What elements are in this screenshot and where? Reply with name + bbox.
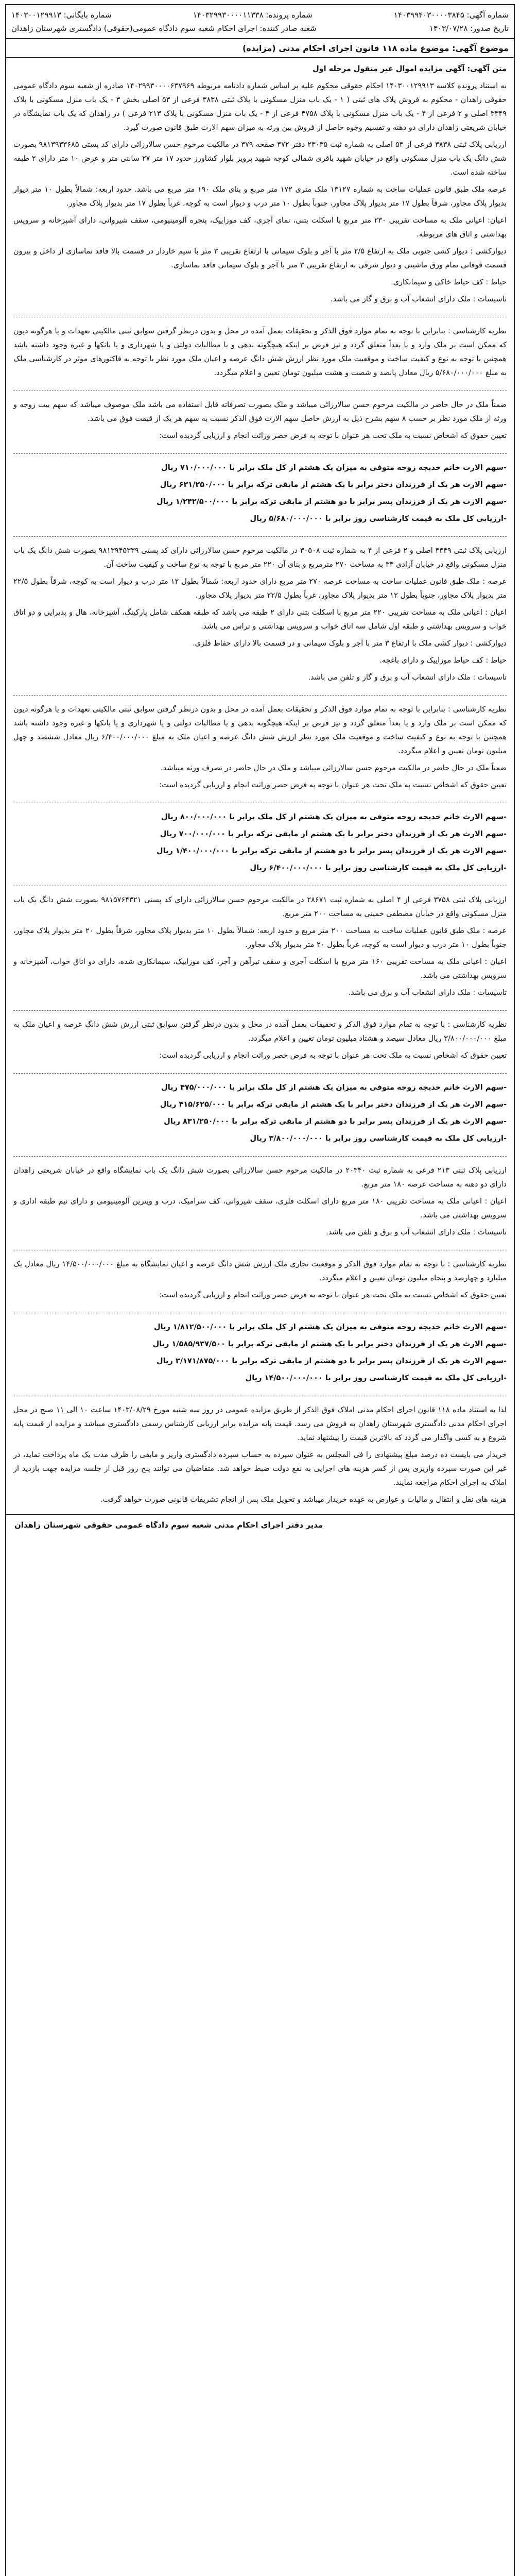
paragraph: تعیین حقوق که اشخاص نسبت به ملک تحت هر عنوان با توجه به فرض حصر وراثت انجام و ارزیابی گردیده است: — [159, 1052, 507, 1060]
paragraph: اعیان : اعیانی ملک به مساحت تقریبی ۱۸۰ متر مربع دارای اسکلت فلزی، سقف شیروانی، کف سرامیک، درب و ویترین آلومینیومی و دارای نیم طبقه اداری و سرویس بهداشتی می باشد. — [13, 1197, 507, 1219]
paragraph: اعیان: اعیانی ملک به مساحت تقریبی ۲۳۰ متر مربع با اسکلت بتنی، نمای آجری، کف موزاییک، پنجره آلومینیومی، سقف شیروانی، دارای آشپزخانه و سرویس بهداشتی و اتاق های مربوطه. — [13, 216, 507, 239]
issue-date: تاریخ صدور: ۱۴۰۳/۰۷/۲۸ — [429, 24, 509, 33]
paragraph: ضمناً ملک در حال حاضر در مالکیت مرحوم حسن سالارزائی میباشد و ملک در حال حاضر در تصرف ورثه میباشد. — [160, 764, 507, 772]
section-s7 — [6, 806, 514, 883]
paragraph: تاسیسات : ملک دارای انشعاب آب و برق و گاز می باشد. — [330, 295, 507, 303]
case-number: شماره پرونده: ۱۴۰۳۲۹۹۳۰۰۰۰۱۱۳۳۸ — [193, 10, 313, 20]
paragraph: تعیین حقوق که اشخاص نسبت به ملک تحت هر عنوان با توجه به فرض حصر وراثت انجام و ارزیابی گردیده است: — [159, 1291, 507, 1299]
divider — [13, 1156, 507, 1157]
valuation-line: -سهم الارث خانم خدیجه زوجه متوفی به میزان یک هشتم از کل ملک برابر با ۸۰۰/۰۰۰/۰۰۰ ریال — [161, 813, 507, 821]
issuing-branch: شعبه صادر کننده: اجرای احکام شعبه سوم دادگاه عمومی(حقوقی) دادگستری شهرستان زاهدان — [11, 24, 317, 33]
notice-body — [6, 58, 514, 1514]
section-s6 — [6, 699, 514, 800]
paragraph: هزینه های نقل و انتقال و مالیات و عوارض به عهده خریدار میباشد و تحویل ملک پس از انجام تشریفات قانونی صورت خواهد گرفت. — [100, 1496, 507, 1504]
valuation-line: -ارزیابی کل ملک به قیمت کارشناسی روز برابر با ۳/۸۰۰/۰۰۰/۰۰۰ ریال — [250, 1134, 507, 1143]
paragraph: نظریه کارشناسی : با توجه به تمام موارد فوق الذکر و موقعیت تجاری ملک ارزش شش دانگ عرصه و اعیان نمایشگاه به مبلغ ۱۴/۵۰۰/۰۰۰/۰۰۰ ریال معادل یک میلیارد و چهارصد و پنجاه میلیون تومان تعیین و اعلام میگردد. — [13, 1260, 507, 1282]
section-s2 — [6, 320, 514, 387]
paragraph: عرصه : ملک طبق قانون عملیات ساخت به مساحت عرصه ۲۷۰ متر مربع دارای حدود اربعه: شمالاً بطول ۱۲ متر درب و دیوار است به کوچه، شرقاً بطول ۲۲/۵ متر بدیوار پلاک مجاور، جنوباً بطول ۱۲ متر بدیوار پلاک مجاور، غرباً بطول ۲۲/۵ متر بدیوار پلاک مجاور. — [13, 578, 507, 600]
valuation-line: -ارزیابی کل ملک به قیمت کارشناسی روز برابر با ۶/۴۰۰/۰۰۰/۰۰۰ ریال — [250, 864, 507, 872]
notice-header — [6, 5, 514, 39]
section-s1 — [6, 58, 514, 314]
paragraph: ارزیابی پلاک ثبتی ۳۸۳۸ فرعی از ۵۳ اصلی به شماره ثبت ۲۳۰۳۵ دفتر ۳۷۲ صفحه ۳۷۹ در مالکیت مرحوم حسن سالارزائی دارای کد پستی ۹۸۱۳۹۳۳۶۸۵ بصورت شش دانگ یک باب منزل مسکونی واقع در خیابان شهید باقری شمالی کوچه شهید پرویز بلوار کشاورز حدود ۱۷ متر ۲۷ سانتی متر و عرض ۱۰ متر دارای ۲ طبقه ساخته شده است. — [13, 141, 507, 177]
valuation-line: -ارزیابی کل ملک به قیمت کارشناسی روز برابر با ۱۴/۵۰۰/۰۰۰/۰۰۰ ریال — [245, 1374, 507, 1382]
valuation-line: -سهم الارث هر یک از فرزندان پسر برابر با دو هشتم از مابقی ترکه برابر با ۱/۴۰۰/۰۰۰/۰۰۰ ریال — [157, 847, 507, 855]
section-s12 — [6, 1253, 514, 1310]
valuation-line: -سهم الارث هر یک از فرزندان دختر برابر با یک هشتم از مابقی ترکه برابر با ۶۲۱/۲۵۰/۰۰۰ ریال — [160, 481, 507, 489]
divider — [13, 453, 507, 454]
paragraph: اعیان : اعیانی ملک به مساحت تقریبی ۲۲۰ متر مربع با اسکلت بتنی دارای ۲ طبقه می باشد که طبقه همکف شامل پارکینگ، آشپزخانه، هال و پذیرایی و دو اتاق خواب و سرویس بهداشتی و طبقه اول شامل سه اتاق خواب و سرویس بهداشتی و تراس می باشد. — [13, 608, 507, 631]
section-s8 — [6, 889, 514, 1007]
paragraph: عرصه : ملک طبق قانون عملیات ساخت به مساحت ۲۰۰ متر مربع و حدود اربعه: شمالاً بطول ۱۰ متر بدیوار پلاک مجاور، شرقاً بطول ۲۰ متر بدیوار پلاک مجاور، جنوباً بطول ۱۰ متر درب و دیوار است به کوچه، غرباً بطول ۲۰ متر بدیوار پلاک مجاور. — [13, 927, 507, 949]
paragraph: نظریه کارشناسی : با توجه به تمام موارد فوق الذکر و تحقیقات بعمل آمده در محل و بدون درنظر گرفتن سوابق ثبتی ارزش شش دانگ عرصه و اعیان ملک به مبلغ ۳/۸۰۰/۰۰۰/۰۰۰ ریال معادل سیصد و هشتاد میلیون تومان تعیین و اعلام میگردد. — [13, 1021, 507, 1043]
valuation-line: -سهم الارث خانم خدیجه زوجه متوفی به میزان یک هشتم از کل ملک برابر با ۱/۸۱۲/۵۰۰/۰۰۰ ریال — [154, 1323, 507, 1331]
paragraph: به استناد پرونده کلاسه ۱۴۰۳۰۰۱۲۹۹۱۳ احکام حقوقی محکوم علیه بر اساس شماره دادنامه مربوطه ۱۴۰۲۹۹۳۰۰۰۰۶۳۷۹۶۹ صادره از شعبه سوم دادگاه عمومی حقوقی زاهدان - محکوم به فروش پلاک های ثبتی ( ۱ - یک باب منزل مسکونی با پلاک ثبتی ۳۸۳۸ فرعی از ۵۳ اصلی بخش ۳ - یک باب منزل مسکونی با پلاک ۳۳۴۹ اصلی و ۲ فرعی از ۴ - یک باب منزل مسکونی با پلاک ۳۷۵۸ فرعی از ۴ - یک باب منزل مسکونی با پلاک ۲۱۳ فرعی ) در زاهدان که یک باب نمایشگاه در خیابان شریعتی زاهدان دارای دو دهنه و تقسیم وجوه حاصل از فروش بین ورثه به میزان سهم الارث طبق قانون صورت گیرد. — [13, 82, 507, 132]
paragraph: تاسیسات : ملک دارای انشعاب آب و برق و گاز و تلفن می باشد. — [308, 673, 507, 682]
notice-subject: موضوع آگهی: موضوع ماده ۱۱۸ قانون اجرای احکام مدنی (مزایده) — [6, 39, 514, 58]
paragraph: تاسیسات : ملک دارای انشعاب آب و برق و تلفن می باشد. — [326, 1228, 507, 1236]
paragraph: عرصه ملک طبق قانون عملیات ساخت به شماره ۱۳۱۲۷ ملک متری ۱۷۲ متر مربع و بنای ملک ۱۹۰ متر مربع می باشد. حدود اربعه: شمالاً بطول ۱۰ متر دیوار بدیوار پلاک مجاور، شرقاً بطول ۱۷ متر بدیوار پلاک مجاور، جنوباً بطول ۱۰ متر درب و دیوار است به کوچه، غرباً بطول ۱۷ متر بدیوار پلاک مجاور. — [13, 185, 507, 208]
section-s4 — [6, 457, 514, 533]
valuation-line: -سهم الارث هر یک از فرزندان پسر برابر با دو هشتم از مابقی ترکه برابر با ۱/۲۴۲/۵۰۰/۰۰۰ ریال — [157, 498, 507, 506]
divider — [13, 695, 507, 696]
valuation-line: -سهم الارث خانم خدیجه زوجه متوفی به میزان یک هشتم از کل ملک برابر با ۴۷۵/۰۰۰/۰۰۰ ریال — [161, 1083, 507, 1092]
section-heading: متن آگهی: آگهی مزایده اموال غیر منقول مرحله اول — [313, 65, 507, 73]
paragraph: ارزیابی پلاک ثبتی ۳۷۵۸ فرعی از ۴ اصلی به شماره ثبت ۲۸۶۷۱ در مالکیت مرحوم حسن سالارزائی دارای کد پستی ۹۸۱۵۷۶۴۳۲۱ بصورت شش دانگ یک باب منزل مسکونی واقع در خیابان مصطفی خمینی به مساحت ۲۰۰ متر مربع. — [13, 896, 507, 918]
paragraph: تعیین حقوق که اشخاص نسبت به ملک تحت هر عنوان با توجه به فرض حصر وراثت انجام و ارزیابی گردیده است: — [159, 432, 507, 440]
paragraph: نظریه کارشناسی : بنابراین با توجه به تمام موارد فوق الذکر و تحقیقات بعمل آمده در محل و بدون درنظر گرفتن سوابق ثبتی مالکیتی تعهدات و یا هرگونه دیون که ممکن است بر ملک وارد و یا بعداً متعلق گردد و نیز فرض بر اینکه هیچگونه بدهی و یا مطالبات دولتی و یا شهرداری و یا بانکها و غیره وجود داشته باشد همچنین با توجه به نوع و کیفیت ساخت و موقعیت ملک مورد نظر ارزش شش دانگ عرصه و اعیان ملک مورد نظر با توجه به فاکتورهای موثر در کارشناسی ملک به مبلغ ۵/۶۸۰/۰۰۰/۰۰۰ ریال معادل پانصد و شصت و هشت میلیون تومان تعیین و اعلام میگردد. — [13, 327, 507, 377]
paragraph: ضمناً ملک در حال حاضر در مالکیت مرحوم حسن سالارزائی میباشد و ملک بصورت تصرفاته قابل استفاده می باشد ملک موصوف میباشد که سهم بیت زوجه و ورثه از ملک مورد نظر بر حسب ۸ سهم بشرح ذیل به ارزش حاصل سهم الارث فوق الذکر نسبت به سهم هر یک از قیمت فوق می باشد. — [13, 401, 507, 423]
paragraph: لذا به استناد ماده ۱۱۸ قانون اجرای احکام مدنی املاک فوق الذکر از طریق مزایده عمومی در روز سه شنبه مورخ ۱۴۰۳/۰۸/۲۹ ساعت ۱۰ الی ۱۱ صبح در محل اجرای احکام مدنی دادگستری شهرستان زاهدان به فروش می رسد. قیمت پایه مزایده برابر ارزیابی کارشناس رسمی دادگستری میباشد و مزایده از قیمت پایه شروع و به کسی واگذار می گردد که بالاترین قیمت را پیشنهاد نماید. — [13, 1406, 507, 1442]
section-s9 — [6, 1014, 514, 1070]
valuation-line: -سهم الارث خانم خدیجه زوجه متوفی به میزان یک هشتم از کل ملک برابر با ۷۱۰/۰۰۰/۰۰۰ ریال — [161, 464, 507, 472]
paragraph: ارزیابی پلاک ثبتی ۲۱۳ فرعی به شماره ثبت ۲۰۳۴۰ در مالکیت مرحوم حسن سالارزائی بصورت شش دانگ یک باب نمایشگاه واقع در خیابان شریعتی زاهدان دارای دو دهنه به مساحت عرصه ۱۸۰ متر مربع. — [13, 1166, 507, 1189]
notice-number: شماره آگهی: ۱۴۰۳۹۹۴۰۳۰۰۰۰۳۸۴۵ — [393, 10, 509, 20]
section-s11 — [6, 1160, 514, 1247]
section-s14 — [6, 1399, 514, 1514]
divider — [13, 1010, 507, 1011]
divider — [13, 536, 507, 537]
paragraph: خریدار می بایست ده درصد مبلغ پیشنهادی را فی المجلس به عنوان سپرده به حساب سپرده دادگستری واریز و مابقی را ظرف مدت یک ماه پرداخت نماید، در غیر این صورت سپرده واریزی پس از کسر هزینه های اجرایی به نفع دولت ضبط خواهد شد. متقاضیان می توانند پنج روز قبل از جلسه مزایده جهت بازدید از املاک به اجرای احکام مراجعه نمایند. — [13, 1451, 507, 1487]
valuation-line: -ارزیابی کل ملک به قیمت کارشناسی روز برابر با ۵/۶۸۰/۰۰۰/۰۰۰ ریال — [250, 515, 507, 523]
paragraph: تاسیسات : ملک دارای انشعاب آب و برق می باشد. — [348, 989, 507, 997]
paragraph: دیوارکشی : دیوار کشی ملک با ارتفاع ۳ متر با آجر و بلوک سیمانی و در قسمت بالا دارای حفاظ فلزی. — [193, 639, 507, 648]
notice-page — [5, 4, 515, 2576]
paragraph: دیوارکشی : دیوار کشی جنوبی ملک به ارتفاع ۲/۵ متر با آجر و بلوک سیمانی با ارتفاع تقریبی ۳ متر با سیم خاردار در قسمت بالا فاقد نماسازی از داخل و بیرون قسمت فوقانی تمام ورق ماشینی و دیوار شرقی به ارتفاع تقریبی ۳ متر با آجر و بلوک سیمانی فاقد نماسازی. — [13, 247, 507, 269]
paragraph: ارزیابی پلاک ثبتی ۳۳۴۹ اصلی و ۲ فرعی از ۴ به شماره ثبت ۳۰۵۰۸ در مالکیت مرحوم حسن سالارزائی دارای کد پستی ۹۸۱۳۹۴۵۳۳۹ بصورت شش دانگ یک باب منزل مسکونی واقع در خیابان آزادی ۳۳ به مساحت ۲۷۰ مترمربع و بنای آن ۲۲۰ متر مربع با توجه به نوع ساخت و کیفیت ساخت آن. — [13, 547, 507, 569]
section-s13 — [6, 1316, 514, 1393]
valuation-line: -سهم الارث هر یک از فرزندان دختر برابر با یک هشتم از مابقی ترکه برابر با ۱/۵۸۵/۹۳۷/۵۰۰ ریال — [152, 1340, 507, 1348]
signature: مدیر دفتر اجرای احکام مدنی شعبه سوم دادگاه عمومی حقوقی شهرستان زاهدان — [6, 1514, 514, 1535]
paragraph: نظریه کارشناسی : بنابراین با توجه به تمام موارد فوق الذکر و تحقیقات بعمل آمده در محل و بدون درنظر گرفتن سوابق ثبتی مالکیتی تعهدات و یا هرگونه دیون که ممکن است بر ملک وارد و یا بعداً متعلق گردد و نیز فرض بر اینکه هیچگونه بدهی و یا مطالبات دولتی و یا شهرداری و یا بانکها و غیره وجود داشته باشد همچنین با توجه به نوع و کیفیت ساخت و موقعیت ملک مورد نظر ارزش شش دانگ عرصه و اعیان ملک به مبلغ ۶/۴۰۰/۰۰۰/۰۰۰ ریال معادل ششصد و چهل میلیون تومان تعیین و اعلام میگردد. — [13, 705, 507, 755]
paragraph: حیاط : کف حیاط خاکی و سیمانکاری. — [391, 278, 507, 286]
section-s10 — [6, 1077, 514, 1153]
valuation-line: -سهم الارث هر یک از فرزندان دختر برابر با یک هشتم از مابقی ترکه برابر با ۷۰۰/۰۰۰/۰۰۰ ریال — [160, 830, 507, 838]
paragraph: حیاط : کف حیاط موزاییک و دارای باغچه. — [379, 656, 507, 665]
divider — [13, 1073, 507, 1074]
valuation-line: -سهم الارث هر یک از فرزندان پسر برابر با دو هشتم از مابقی ترکه برابر با ۳/۱۷۱/۸۷۵/۰۰۰ ریال — [157, 1357, 507, 1365]
section-s5 — [6, 540, 514, 692]
paragraph: تعیین حقوق که اشخاص نسبت به ملک تحت هر عنوان با توجه به فرض حصر وراثت انجام و ارزیابی گردیده است: — [159, 781, 507, 789]
section-s3 — [6, 394, 514, 450]
valuation-line: -سهم الارث هر یک از فرزندان دختر برابر با یک هشتم از مابقی ترکه برابر با ۴۱۵/۶۲۵/۰۰۰ ریال — [160, 1100, 507, 1109]
paragraph: اعیان : اعیانی ملک به مساحت تقریبی ۱۶۰ متر مربع با اسکلت آجری و سقف تیرآهن و آجر، کف موزاییک، سیمانکاری شده، دارای دو اتاق خواب، آشپزخانه و سرویس بهداشتی می باشد. — [13, 958, 507, 980]
valuation-line: -سهم الارث هر یک از فرزندان پسر برابر با دو هشتم از مابقی ترکه برابر با ۸۳۱/۲۵۰/۰۰۰ ریال — [164, 1117, 507, 1126]
archive-number: شماره بایگانی: ۱۴۰۳۰۰۱۲۹۹۱۳ — [11, 10, 112, 20]
